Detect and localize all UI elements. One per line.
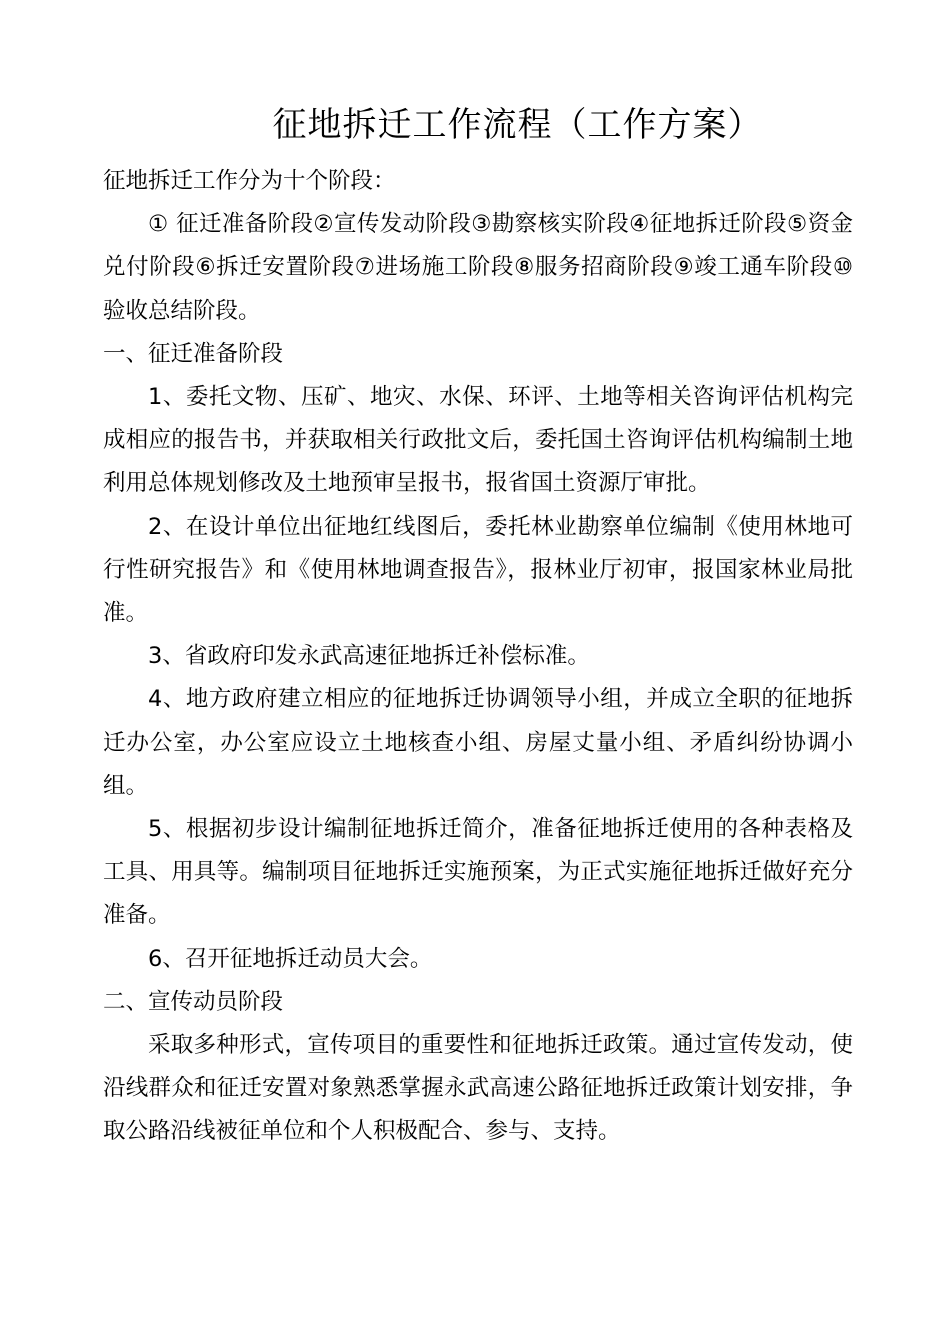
section-1-item-6: 6、召开征地拆迁动员大会。 (148, 945, 433, 972)
stages-list-paragraph: ① 征迁准备阶段②宣传发动阶段③勘察核实阶段④征地拆迁阶段⑤资金兑付阶段⑥拆迁安置阶段⑦进场施工阶段⑧服务招商阶段⑨竣工通车阶段⑩验收总结阶段。 (103, 211, 853, 324)
intro-line: 征地拆迁工作分为十个阶段： (103, 168, 396, 194)
section-1-item-4: 4、地方政府建立相应的征地拆迁协调领导小组，并成立全职的征地拆迁办公室，办公室应设立土地核查小组、房屋丈量小组、矛盾纠纷协调小组。 (103, 686, 853, 799)
document-title: 征地拆迁工作流程（工作方案） (272, 105, 763, 145)
section-1-item-2: 2、在设计单位出征地红线图后，委托林业勘察单位编制《使用林地可行性研究报告》和《使用林地调查报告》，报林业厅初审，报国家林业局批准。 (103, 513, 853, 627)
section-2-paragraph: 采取多种形式，宣传项目的重要性和征地拆迁政策。通过宣传发动，使沿线群众和征迁安置对象熟悉掌握永武高速公路征地拆迁政策计划安排，争取公路沿线被征单位和个人积极配合、参与、支持。 (103, 1032, 853, 1145)
document-body (103, 160, 853, 1154)
section-1-item-1: 1、委托文物、压矿、地灾、水保、环评、土地等相关咨询评估机构完成相应的报告书，并获取相关行政批文后，委托国土咨询评估机构编制土地利用总体规划修改及土地预审呈报书，报省国土资源厅审批。 (103, 384, 853, 497)
section-1-heading: 一、征迁准备阶段 (103, 340, 284, 367)
section-2-heading: 二、宣传动员阶段 (103, 988, 284, 1015)
section-1-item-3: 3、省政府印发永武高速征地拆迁补偿标准。 (148, 643, 590, 670)
section-1-item-5: 5、根据初步设计编制征地拆迁简介，准备征地拆迁使用的各种表格及工具、用具等。编制项目征地拆迁实施预案，为正式实施征地拆迁做好充分准备。 (103, 816, 853, 929)
